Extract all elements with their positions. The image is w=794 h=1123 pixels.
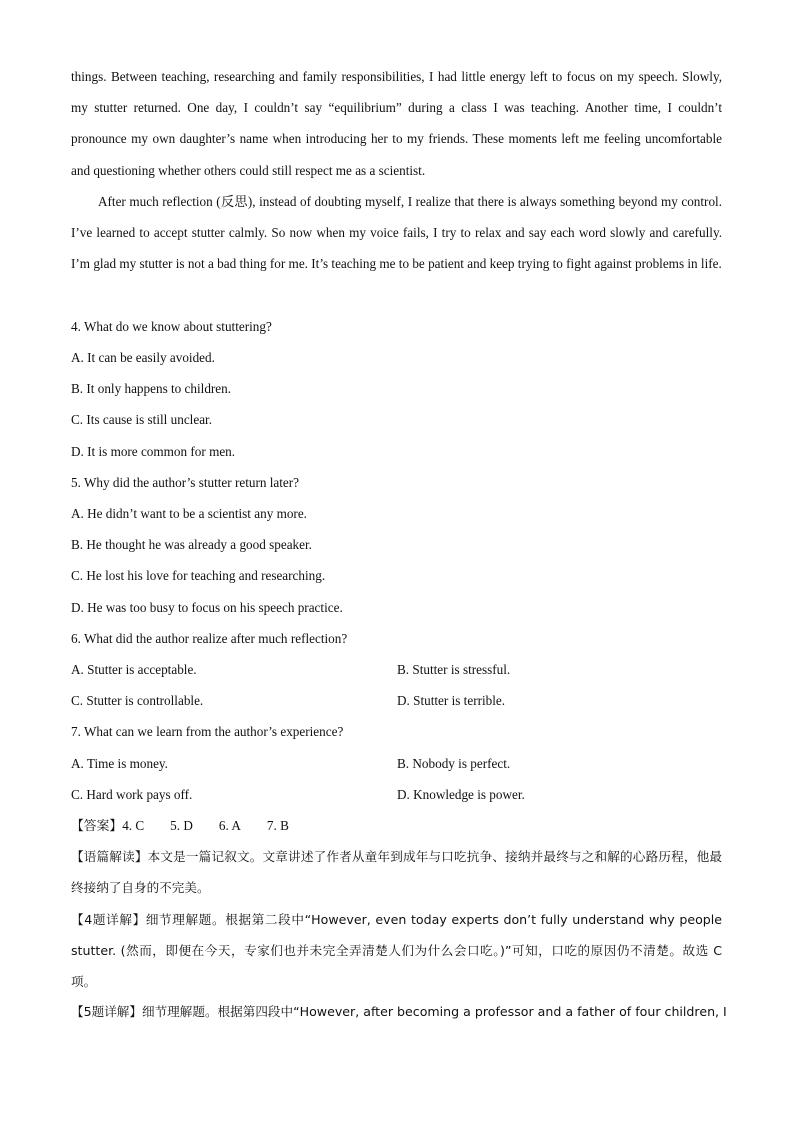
q4-explanation-text: 细节理解题。根据第二段中“However, even today experts don’t fully understand why people stutter. (然而，即便在今天，专家们也并未完全弄清楚人们为什么会口吃。)”可知，口吃的原因仍不清楚。故选 C 项。 — [71, 912, 723, 990]
overview-text: 本文是一篇记叙文。文章讲述了作者从童年到成年与口吃抗争、接纳并最终与之和解的心路历程，他最终接纳了自身的不完美。 — [71, 849, 723, 896]
passage-paragraph-2: After much reflection (反思), instead of doubting myself, I realize that there is always something beyond my control. I’ve learned to accept stutter calmly. So now when my voice fails, I try to relax and say each word slowly and carefully. I’m glad my stutter is not a bad thing for me. It’s teaching me to be patient and keep trying to fight against problems in life. — [71, 194, 722, 272]
question-6-option-a: A. Stutter is acceptable. — [71, 662, 197, 677]
question-7-stem: 7. What can we learn from the author’s experience? — [71, 724, 344, 739]
question-5-option-d: D. He was too busy to focus on his speech practice. — [71, 600, 343, 615]
question-6-option-c: C. Stutter is controllable. — [71, 693, 204, 708]
question-5-option-c: C. He lost his love for teaching and researching. — [71, 568, 326, 583]
overview-block — [71, 841, 722, 903]
question-7-option-d: D. Knowledge is power. — [397, 787, 525, 802]
answer-key-5: 5. D — [170, 818, 193, 833]
question-7-option-a: A. Time is money. — [71, 756, 168, 771]
question-7-option-b: B. Nobody is perfect. — [397, 756, 511, 771]
answer-label: 【答案】 — [71, 819, 123, 834]
answer-key-line — [71, 817, 315, 836]
question-4-stem: 4. What do we know about stuttering? — [71, 319, 272, 334]
question-6-stem: 6. What did the author realize after much reflection? — [71, 631, 348, 646]
passage-paragraph-1: things. Between teaching, researching and family responsibilities, I had little energy left to focus on my speech. Slowly, my stutter returned. One day, I couldn’t say “equilibrium” during a class I was teaching. Another time, I couldn’t pronounce my own daughter’s name when introducing her to my friends. These moments left me feeling uncomfortable and questioning whether others could still respect me as a scientist. — [71, 69, 722, 178]
question-7-option-c: C. Hard work pays off. — [71, 787, 193, 802]
question-5-stem: 5. Why did the author’s stutter return later? — [71, 475, 300, 490]
question-4-option-c: C. Its cause is still unclear. — [71, 412, 213, 427]
question-4-option-d: D. It is more common for men. — [71, 444, 236, 459]
answer-key-7: 7. B — [266, 818, 289, 833]
answer-key-4: 4. C — [122, 818, 145, 833]
q5-explanation-block — [71, 1003, 727, 1021]
answer-key-6: 6. A — [218, 818, 241, 833]
question-6-option-d: D. Stutter is terrible. — [397, 693, 506, 708]
question-4-option-b: B. It only happens to children. — [71, 381, 232, 396]
q4-explanation-label: 【4题详解】 — [71, 912, 146, 927]
question-4-option-a: A. It can be easily avoided. — [71, 350, 215, 365]
q5-explanation-text: 细节理解题。根据第四段中“However, after becoming a professor and a father of four children, I — [141, 1004, 727, 1019]
q4-explanation-block — [71, 904, 722, 998]
q5-explanation-label: 【5题详解】 — [71, 1004, 142, 1019]
question-5-option-b: B. He thought he was already a good speaker. — [71, 537, 312, 552]
question-5-option-a: A. He didn’t want to be a scientist any more. — [71, 506, 307, 521]
question-6-option-b: B. Stutter is stressful. — [397, 662, 511, 677]
overview-label: 【语篇解读】 — [71, 849, 148, 864]
